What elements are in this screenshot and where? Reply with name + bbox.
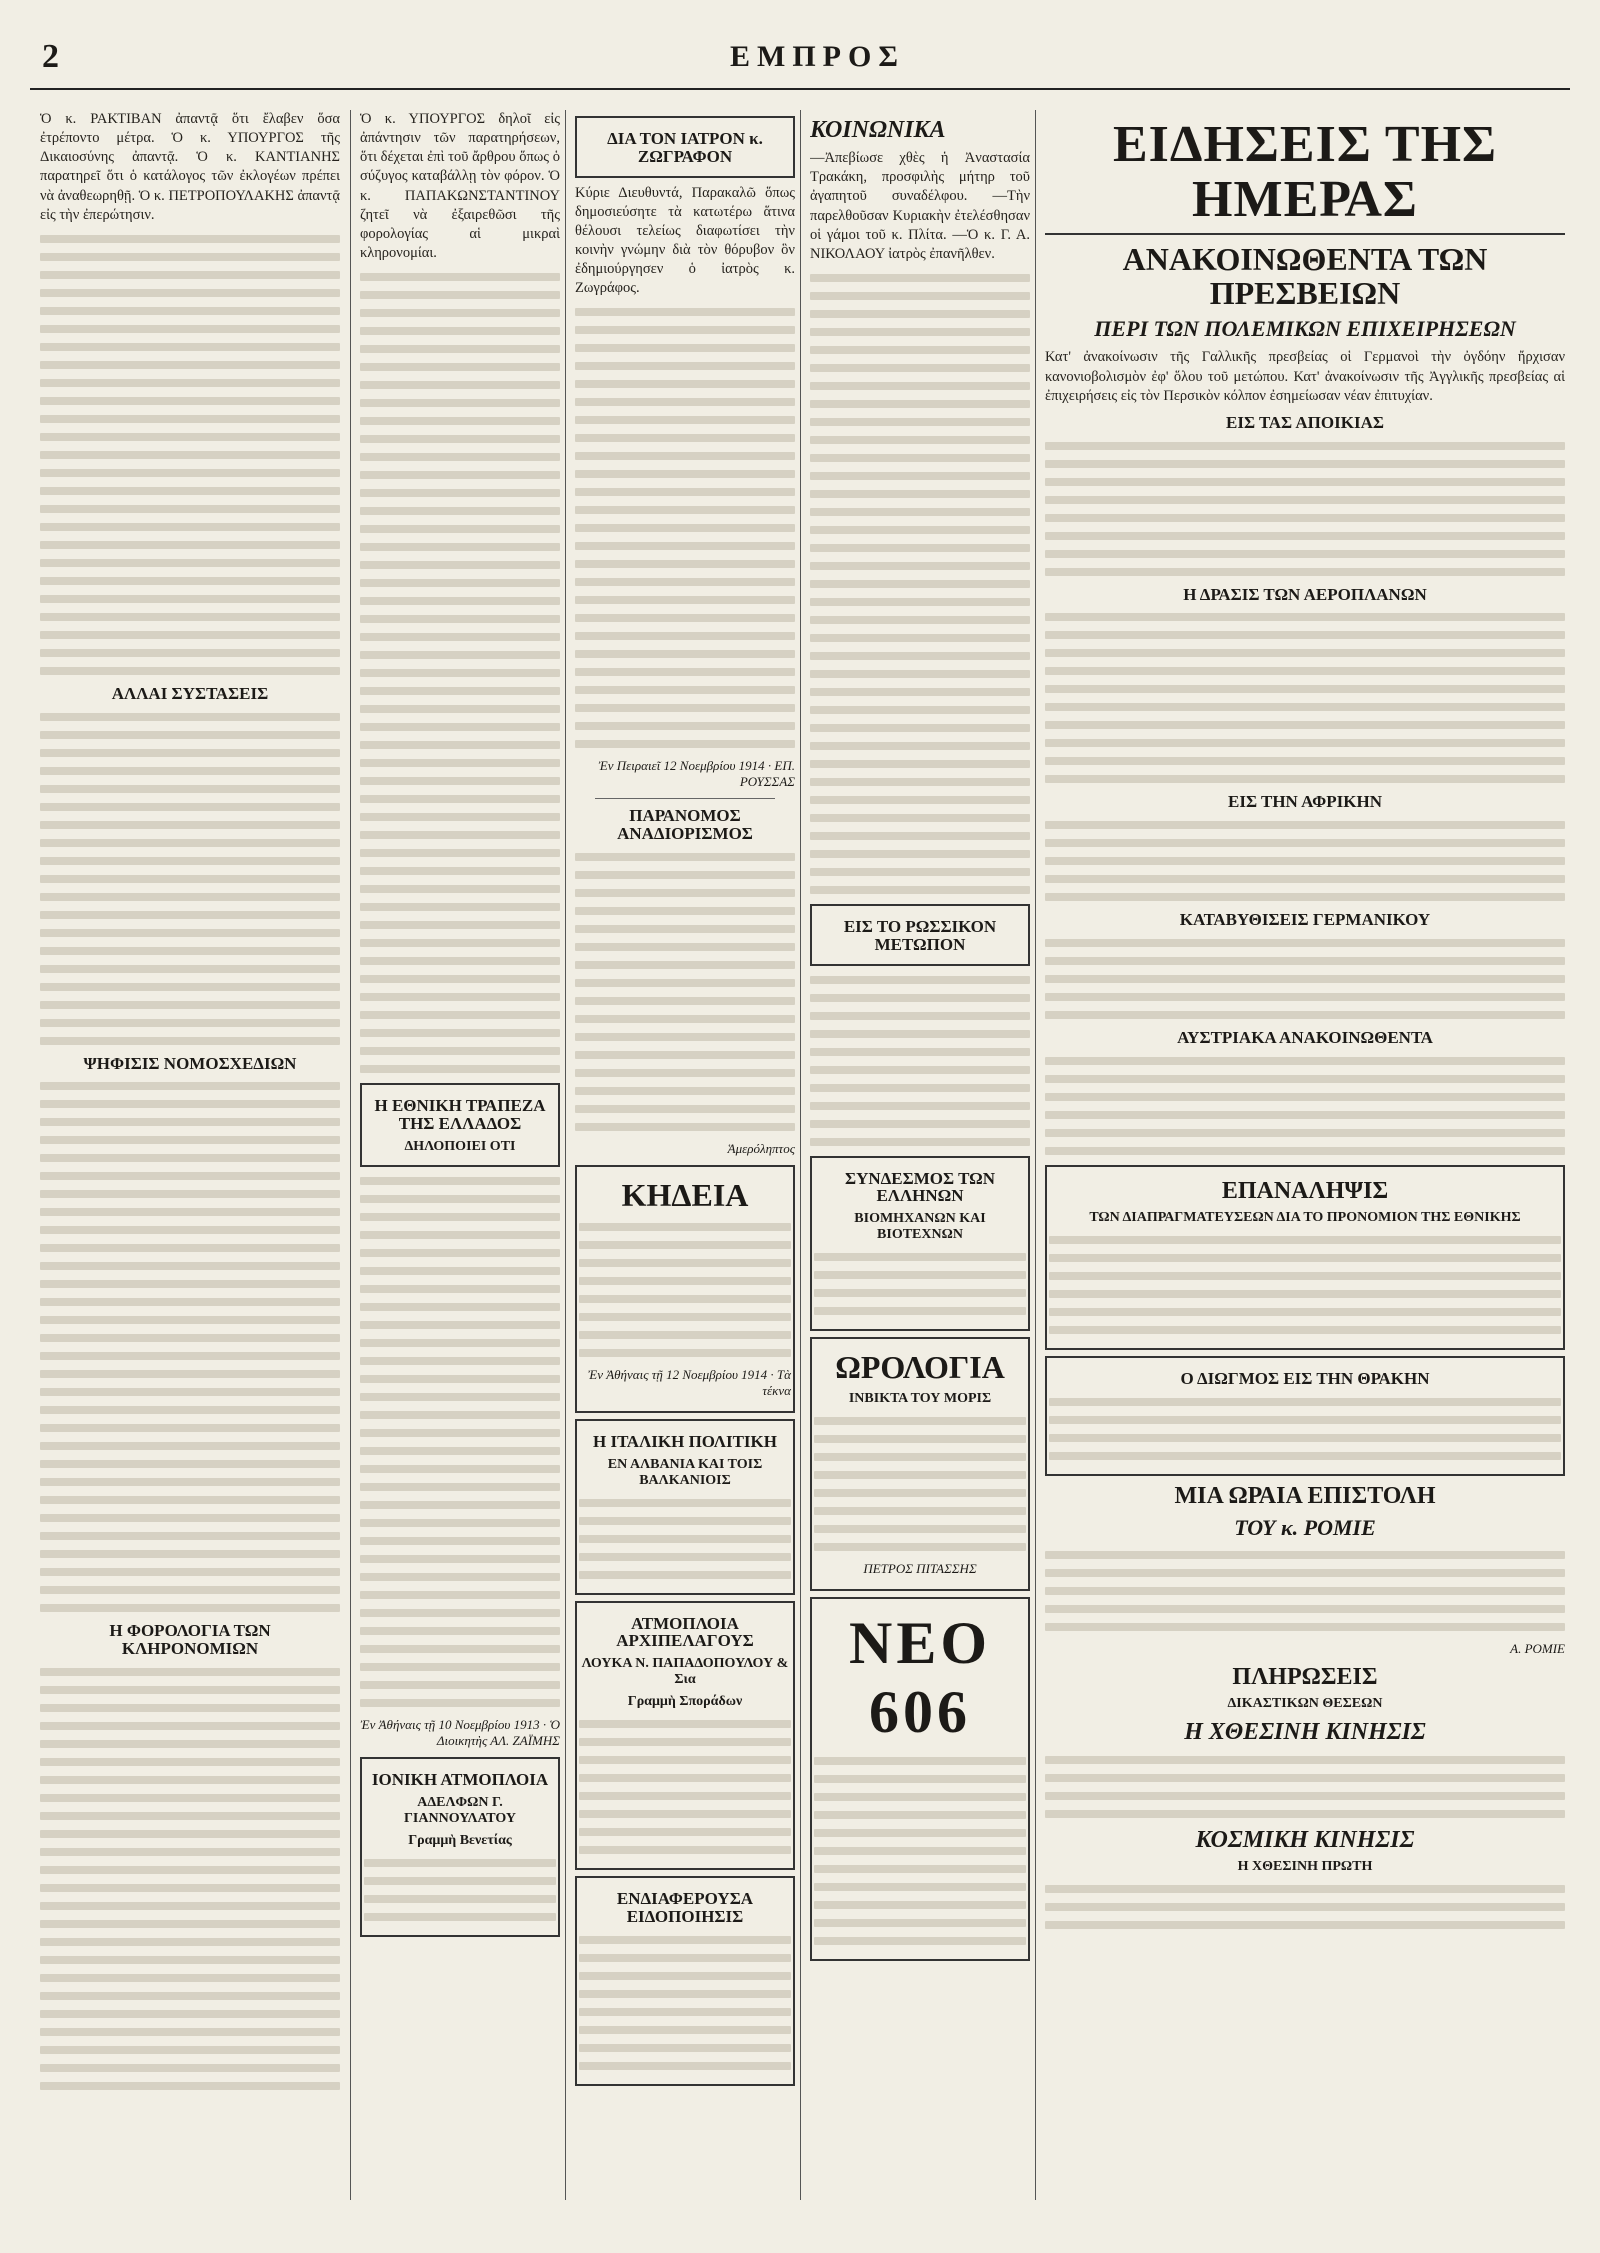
notice-body	[579, 1223, 791, 1357]
column-rule	[1035, 110, 1036, 2200]
section-heading: Ο ΔΙΩΓΜΟΣ ΕΙΣ ΤΗΝ ΘΡΑΚΗΝ	[1180, 1369, 1430, 1389]
article-body	[1045, 1057, 1565, 1155]
article-body	[575, 308, 795, 748]
column-1	[40, 110, 340, 2200]
section-heading: ΚΟΣΜΙΚΗ ΚΙΝΗΣΙΣ	[1195, 1826, 1415, 1853]
newspaper-title: ΕΜΠΡΟΣ	[730, 40, 905, 73]
article-body	[1045, 1551, 1565, 1631]
letter-box	[575, 116, 795, 178]
bank-notice	[360, 1083, 560, 1167]
section-heading: ΠΛΗΡΩΣΕΙΣ	[1232, 1664, 1378, 1691]
column-rule	[800, 110, 801, 2200]
ad-body	[579, 1720, 791, 1854]
article-body	[40, 235, 340, 675]
article-text: Κύριε Διευθυντά, Παρακαλῶ ὅπως δημοσιεύσητε τὰ κατωτέρω ἅτινα θέλουσι τελείως διαφωτίσει τὴν κοινὴν γνώμην διὰ τὸν θόρυβον ὃν ἐδημιούργησεν ὁ ἰατρὸς κ. Ζωγράφος.	[575, 184, 795, 297]
section-heading: Η ΦΟΡΟΛΟΓΙΑ ΤΩΝ ΚΛΗΡΟΝΟΜΙΩΝ	[109, 1621, 271, 1659]
section-subheading: Η ΧΘΕΣΙΝΗ ΠΡΩΤΗ	[1237, 1858, 1373, 1874]
watch-ad-subheading: ΙΝΒΙΚΤΑ ΤΟΥ ΜΟΡΙΣ	[848, 1390, 992, 1406]
section-subheading: ΤΩΝ ΔΙΑΠΡΑΓΜΑΤΕΥΣΕΩΝ ΔΙΑ ΤΟ ΠΡΟΝΟΜΙΟΝ ΤΗΣ ΕΘΝΙΚΗΣ	[1089, 1210, 1521, 1226]
section-heading: ΣΥΝΔΕΣΜΟΣ ΤΩΝ ΕΛΛΗΝΩΝ	[844, 1168, 996, 1206]
ad-body	[814, 1417, 1026, 1551]
article-body	[40, 713, 340, 1045]
ad-body	[814, 1757, 1026, 1945]
column-rule	[565, 110, 566, 2200]
section-heading: ΕΝΔΙΑΦΕΡΟΥΣΑ ΕΙΔΟΠΟΙΗΣΙΣ	[616, 1889, 754, 1927]
signature: Ἐν Ἀθήναις τῇ 10 Νοεμβρίου 1913 · Ὁ Διοικητὴς ΑΛ. ΖΑΪΜΗΣ	[360, 1716, 560, 1748]
column-5	[1045, 110, 1565, 2200]
article-body	[1045, 613, 1565, 783]
article-text: —Ἀπεβίωσε χθὲς ἡ Ἀναστασία Τρακάκη, προσφιλὴς μήτηρ τοῦ ἀγαπητοῦ συναδέλφου. —Τὴν παρελθοῦσαν Κυριακὴν ἐτελέσθησαν οἱ γάμοι τοῦ κ. Πλίτα. —Ὁ κ. Γ. Α. ΝΙΚΟΛΑΟΥ ἰατρὸς ἐπανῆλθεν.	[810, 150, 1030, 262]
shipping-ad	[360, 1757, 560, 1937]
section-heading: Η ΧΘΕΣΙΝΗ ΚΙΝΗΣΙΣ	[1184, 1719, 1426, 1746]
shipping-ad-subheading: ΛΟΥΚΑ Ν. ΠΑΠΑΔΟΠΟΥΛΟΥ & Σια	[581, 1656, 789, 1688]
article-body	[1045, 821, 1565, 901]
signature: Ἐν Πειραιεῖ 12 Νοεμβρίου 1914 · ΕΠ. ΡΟΥΣΣΑΣ	[598, 758, 795, 790]
shipping-ad-line: Γραμμὴ Σποράδων	[627, 1694, 743, 1710]
section-box	[810, 904, 1030, 966]
article-body	[1045, 939, 1565, 1019]
association-notice	[810, 1156, 1030, 1332]
section-heading: ΕΙΣ ΤΟ ΡΩΣΣΙΚΟΝ ΜΕΤΩΠΟΝ	[843, 916, 997, 954]
article-body	[1045, 442, 1565, 576]
section-heading: Η ΙΤΑΛΙΚΗ ΠΟΛΙΤΙΚΗ	[593, 1431, 777, 1451]
section-subheading: ΤΟΥ κ. ΡΟΜΙΕ	[1234, 1515, 1376, 1541]
article-text: Ὁ κ. ΥΠΟΥΡΓΟΣ δηλοῖ εἰς ἀπάντησιν τῶν παρατηρήσεων, ὅτι δέχεται ἐπὶ τοῦ ἄρθρου ὅπως ὁ σύζυγος καταβάλλῃ τὸν φόρον. Ὁ κ. ΠΑΠΑΚΩΝΣΤΑΝΤΙΝΟΥ ζητεῖ νὰ ἐξαιρεθῶσι τῆς φορολογίας αἱ μικραὶ κληρονομίαι.	[360, 111, 560, 261]
article-text: Ὁ κ. ΡΑΚΤΙΒΑΝ ἀπαντᾷ ὅτι ἔλαβεν ὅσα ἐτρέποντο μέτρα. Ὁ κ. ΥΠΟΥΡΓΟΣ τῆς Δικαιοσύνης ἀπαντᾷ. Ὁ κ. ΚΑΝΤΙΑΝΗΣ παρατηρεῖ ὅτι ὁ κατάλογος τῶν ἐκλογέων πρέπει νὰ ἀναθεωρηθῇ. Ὁ κ. ΠΕΤΡΟΠΟΥΛΑΚΗΣ ἀπαντᾷ εἰς τὴν ἐπερώτησιν.	[40, 111, 340, 223]
section-subheading: ΠΕΡΙ ΤΩΝ ΠΟΛΕΜΙΚΩΝ ΕΠΙΧΕΙΡΗΣΕΩΝ	[1094, 316, 1516, 342]
medical-ad-heading: ΝΕΟ 606	[848, 1609, 992, 1745]
section-heading: ΑΝΑΚΟΙΝΩΘΕΝΤΑ ΤΩΝ ΠΡΕΣΒΕΙΩΝ	[1122, 241, 1488, 311]
page-number: 2	[42, 38, 59, 75]
funeral-notice	[575, 1165, 795, 1413]
signature: Α. ΡΟΜΙΕ	[1510, 1641, 1565, 1657]
notice-body	[814, 1253, 1026, 1315]
article-body	[360, 273, 560, 1073]
section-heading: ΚΟΙΝΩΝΙΚΑ	[810, 117, 946, 143]
negotiations-box	[1045, 1165, 1565, 1350]
section-heading: ΠΑΡΑΝΟΜΟΣ ΑΝΑΔΙΟΡΙΣΜΟΣ	[617, 806, 753, 844]
section-heading: ΔΙΑ ΤΟΝ ΙΑΤΡΟΝ κ. ΖΩΓΡΑΦΟΝ	[607, 129, 763, 166]
article-body	[1049, 1236, 1561, 1334]
ad-body	[364, 1859, 556, 1921]
article-text: Κατ' ἀνακοίνωσιν τῆς Γαλλικῆς πρεσβείας οἱ Γερμανοὶ τὴν ὀγδόην ἤρχισαν κανονιοβολισμὸν ἐφ' ὅλου τοῦ μετώπου. Κατ' ἀνακοίνωσιν τῆς Ἀγγλικῆς πρεσβείας αἱ ἐπιχειρήσεις εἰς τὸν Περσικὸν κόλπον ἐσημείωσαν νέαν ἐπιτυχίαν.	[1045, 349, 1565, 404]
article-body	[40, 1668, 340, 2090]
article-body	[575, 853, 795, 1131]
divider	[595, 798, 775, 799]
article-body	[40, 1082, 340, 1612]
section-heading: ΑΛΛΑΙ ΣΥΣΤΑΣΕΙΣ	[111, 683, 269, 703]
notice-body	[579, 1936, 791, 2070]
section-heading: ΕΙΣ ΤΗΝ ΑΦΡΙΚΗΝ	[1227, 792, 1382, 812]
article-body	[360, 1177, 560, 1707]
bank-notice-subheading: ΔΗΛΟΠΟΙΕΙ ΟΤΙ	[404, 1138, 516, 1154]
funeral-heading: ΚΗΔΕΙΑ	[621, 1177, 749, 1214]
article-body	[1049, 1398, 1561, 1460]
section-heading: ΕΙΔΗΣΕΙΣ ΤΗΣ ΗΜΕΡΑΣ	[1045, 118, 1565, 235]
masthead	[30, 30, 1570, 90]
bank-notice-heading: Η ΕΘΝΙΚΗ ΤΡΑΠΕΖΑ ΤΗΣ ΕΛΛΑΔΟΣ	[374, 1096, 546, 1133]
signature: Ἁμερόληπτος	[727, 1141, 795, 1157]
section-subheading: ΒΙΟΜΗΧΑΝΩΝ ΚΑΙ ΒΙΟΤΕΧΝΩΝ	[854, 1211, 986, 1243]
section-heading: ΕΠΑΝΑΛΗΨΙΣ	[1221, 1177, 1389, 1204]
section-heading: ΜΙΑ ΩΡΑΙΑ ΕΠΙΣΤΟΛΗ	[1174, 1483, 1436, 1509]
section-heading: ΕΙΣ ΤΑΣ ΑΠΟΙΚΙΑΣ	[1226, 412, 1384, 432]
notice-body	[579, 1499, 791, 1579]
shipping-ad-line: Γραμμὴ Βενετίας	[408, 1832, 512, 1848]
shipping-ad-heading: ΑΤΜΟΠΛΟΙΑ ΑΡΧΙΠΕΛΑΓΟΥΣ	[616, 1613, 754, 1651]
section-heading: ΚΑΤΑΒΥΘΙΣΕΙΣ ΓΕΡΜΑΝΙΚΟΥ	[1179, 910, 1431, 930]
watch-ad-heading: ΩΡΟΛΟΓΙΑ	[835, 1349, 1005, 1386]
shipping-ad-heading: ΙΟΝΙΚΗ ΑΤΜΟΠΛΟΙΑ	[371, 1769, 549, 1789]
signature: Ἐν Ἀθήναις τῇ 12 Νοεμβρίου 1914 · Τὰ τέκνα	[587, 1366, 791, 1398]
section-heading: Η ΔΡΑΣΙΣ ΤΩΝ ΑΕΡΟΠΛΑΝΩΝ	[1183, 584, 1427, 604]
signature: ΠΕΤΡΟΣ ΠΙΤΑΣΣΗΣ	[863, 1560, 977, 1576]
section-subheading: ΕΝ ΑΛΒΑΝΙΑ ΚΑΙ ΤΟΙΣ ΒΑΛΚΑΝΙΟΙΣ	[607, 1456, 763, 1488]
article-body	[1045, 1885, 1565, 1929]
article-body	[810, 976, 1030, 1146]
notice-box	[575, 1876, 795, 2086]
column-2	[360, 110, 560, 2200]
section-subheading: ΔΙΚΑΣΤΙΚΩΝ ΘΕΣΕΩΝ	[1227, 1696, 1383, 1712]
medical-ad	[810, 1597, 1030, 1961]
column-3	[575, 110, 795, 2200]
article-body	[810, 274, 1030, 894]
article-body	[1045, 1756, 1565, 1818]
section-box	[1045, 1356, 1565, 1476]
column-4	[810, 110, 1030, 2200]
shipping-ad-subheading: ΑΔΕΛΦΩΝ Γ. ΓΙΑΝΝΟΥΛΑΤΟΥ	[404, 1794, 516, 1826]
section-heading: ΑΥΣΤΡΙΑΚΑ ΑΝΑΚΟΙΝΩΘΕΝΤΑ	[1177, 1028, 1433, 1048]
book-notice	[575, 1419, 795, 1595]
watch-ad	[810, 1337, 1030, 1591]
column-rule	[350, 110, 351, 2200]
section-heading: ΨΗΦΙΣΙΣ ΝΟΜΟΣΧΕΔΙΩΝ	[83, 1053, 297, 1073]
shipping-ad	[575, 1601, 795, 1871]
